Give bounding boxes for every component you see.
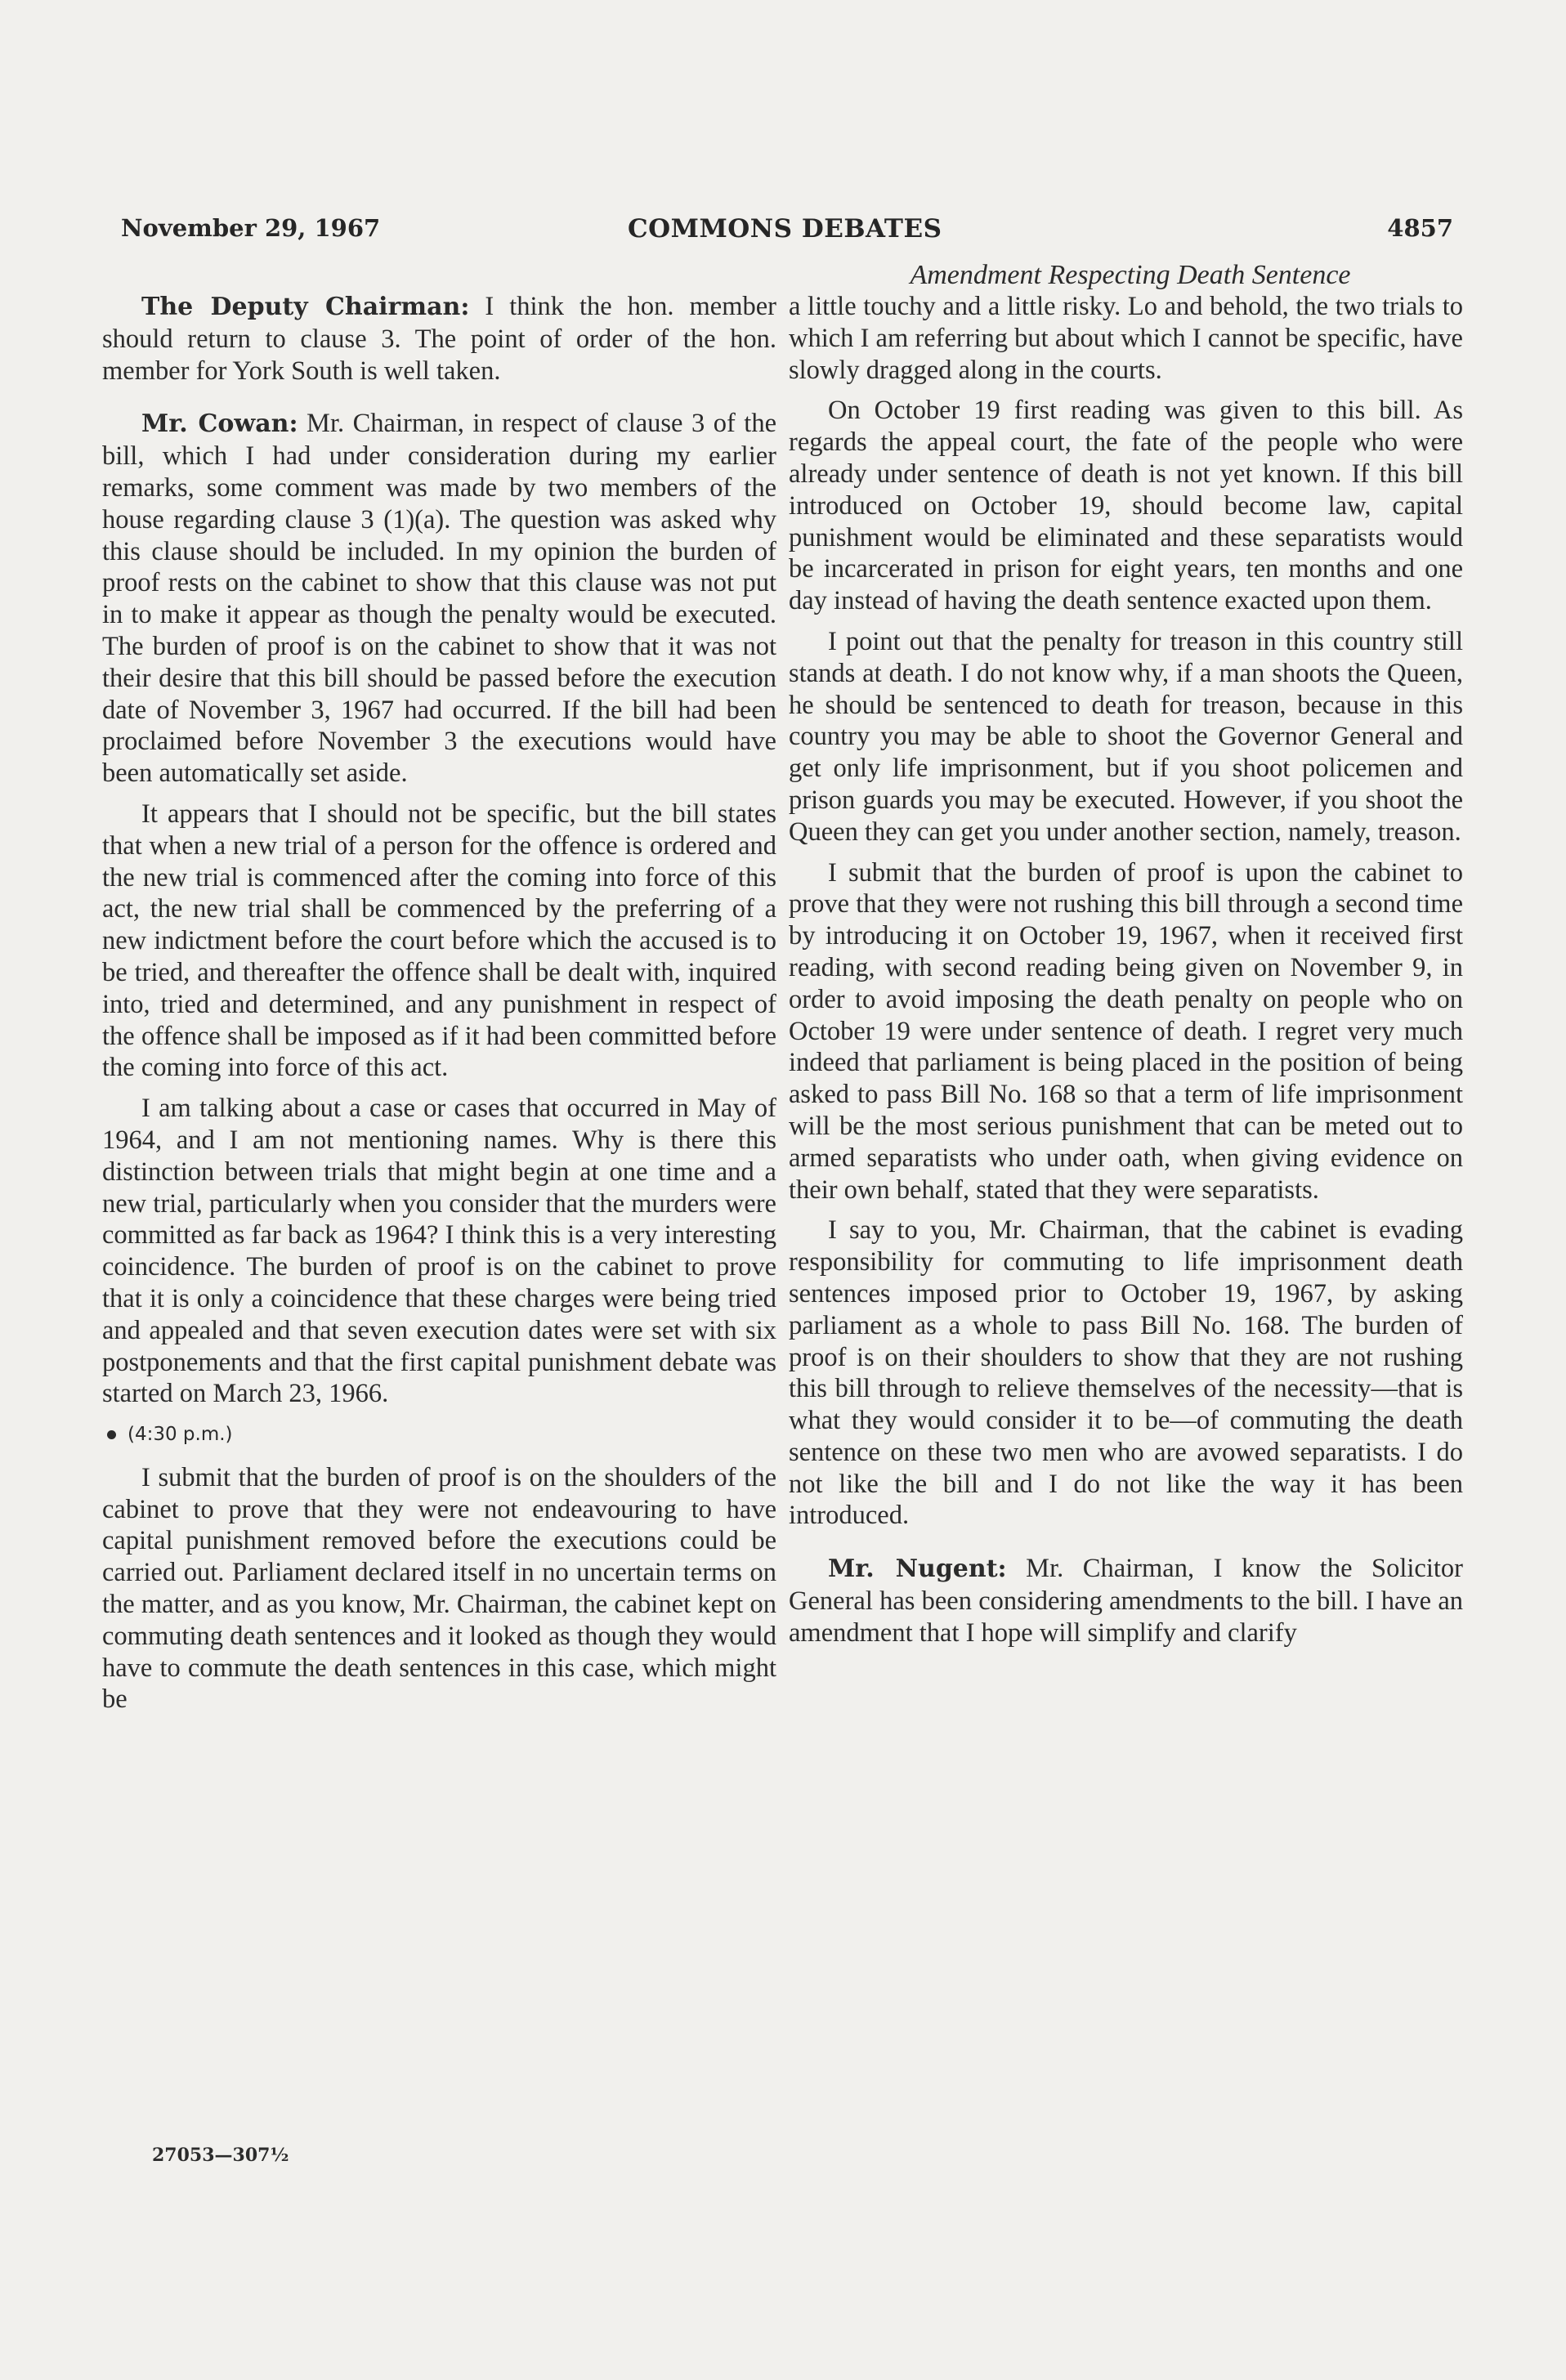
- paragraph-text: Mr. Chairman, I know the Solicitor General has been considering amendments to the bill. I have an amendment that I hope will simplify and clarify: [789, 1554, 1463, 1648]
- section-subheading: Amendment Respecting Death Sentence: [910, 260, 1351, 290]
- right-column: [789, 291, 1463, 1658]
- paragraph: I submit that the burden of proof is on the shoulders of the cabinet to prove that they were not endeavouring to have capital punishment removed before the executions could be carried out. Parliament declared itself in no uncertain terms on the matter, and as you know, Mr. Chairman, the cabinet kept on commuting death sentences and it looked as though they would have to commute the death sentences in this case, which might be: [102, 1462, 776, 1715]
- paragraph: a little touchy and a little risky. Lo and behold, the two trials to which I am referring but about which I cannot be specific, have slowly dragged along in the courts.: [789, 292, 1463, 385]
- speaker-name: Mr. Cowan:: [141, 409, 298, 439]
- paragraph-text: I think the hon. member should return to clause 3. The point of order of the hon. member for York South is well taken.: [102, 292, 776, 386]
- time-marker: [102, 1419, 776, 1451]
- paragraph: It appears that I should not be specific, but the bill states that when a new trial of a person for the offence is ordered and the new trial is commenced after the coming into force of this act, the new trial shall be commenced by the preferring of a new indictment before the court before which the accused is to be tried, and thereafter the offence shall be dealt with, inquired into, tried and determined, and any punishment in respect of the offence shall be imposed as if it had been committed before the coming into force of this act.: [102, 799, 776, 1083]
- paragraph-text: Mr. Chairman, in respect of clause 3 of the bill, which I had under consideration during my earlier remarks, some comment was made by two members of the house regarding clause 3 (1)(a). The question was asked why this clause should be included. In my opinion the burden of proof rests on the cabinet to show that this clause was not put in to make it appear as though the penalty would be executed. The burden of proof is on the cabinet to show that it was not their desire that this bill should be passed before the execution date of November 3, 1967 had occurred. If the bill had been proclaimed before November 3 the executions would have been automatically set aside.: [102, 409, 776, 789]
- paragraph: [102, 408, 776, 790]
- left-column: [102, 291, 776, 1725]
- header-title: COMMONS DEBATES: [628, 214, 942, 244]
- speaker-name: The Deputy Chairman:: [141, 293, 470, 321]
- paragraph: On October 19 first reading was given to this bill. As regards the appeal court, the fate of the people who were already under sentence of death is not yet known. If this bill introduced on October 19, should become law, capital punishment would be eliminated and these separatists would be incarcerated in prison for eight years, ten months and one day instead of having the death sentence exacted upon them.: [789, 396, 1463, 616]
- paragraph: [102, 291, 776, 387]
- paragraph: I point out that the penalty for treason in this country still stands at death. I do not know why, if a man shoots the Queen, he should be sentenced to death for treason, because in this country you may be able to shoot the Governor General and get only life imprisonment, but if you shoot policemen and prison guards you may be executed. However, if you shoot the Queen they can get you under another section, namely, treason.: [789, 626, 1463, 847]
- header-page-number: 4857: [1387, 214, 1453, 242]
- speaker-name: Mr. Nugent:: [828, 1555, 1007, 1584]
- time-marker-text: (4:30 p.m.): [128, 1424, 233, 1446]
- paragraph: [789, 1553, 1463, 1649]
- paragraph: I submit that the burden of proof is upon the cabinet to prove that they were not rushing this bill through a second time by introducing it on October 19, 1967, when it received first reading, with second reading being given on November 9, in order to avoid imposing the death penalty on people who on October 19 were under sentence of death. I regret very much indeed that parliament is being placed in the position of being asked to pass Bill No. 168 so that a term of life imprisonment will be the most serious punishment that can be meted out to armed separatists who under oath, when giving evidence on their own behalf, stated that they were separatists.: [789, 857, 1463, 1205]
- paragraph: I say to you, Mr. Chairman, that the cabinet is evading responsibility for commuting to life imprisonment death sentences imposed prior to October 19, 1967, by asking parliament as a whole to pass Bill No. 168. The burden of proof is on their shoulders to show that they are not rushing this bill through to relieve themselves of the necessity—that is what they would consider it to be—of commuting the death sentence on these two men who are avowed separatists. I do not like the bill and I do not like the way it has been introduced.: [789, 1215, 1463, 1531]
- bullet-icon: [107, 1430, 116, 1439]
- footer-code: 27053—307½: [152, 2145, 289, 2166]
- header-date: November 29, 1967: [121, 214, 381, 242]
- paragraph: I am talking about a case or cases that occurred in May of 1964, and I am not mentioning names. Why is there this distinction between trials that might begin at one time and a new trial, particularly when you consider that the murders were committed as far back as 1964? I think this is a very interesting coincidence. The burden of proof is on the cabinet to prove that it is only a coincidence that these charges were being tried and appealed and that seven execution dates were set with six postponements and that the first capital punishment debate was started on March 23, 1966.: [102, 1094, 776, 1409]
